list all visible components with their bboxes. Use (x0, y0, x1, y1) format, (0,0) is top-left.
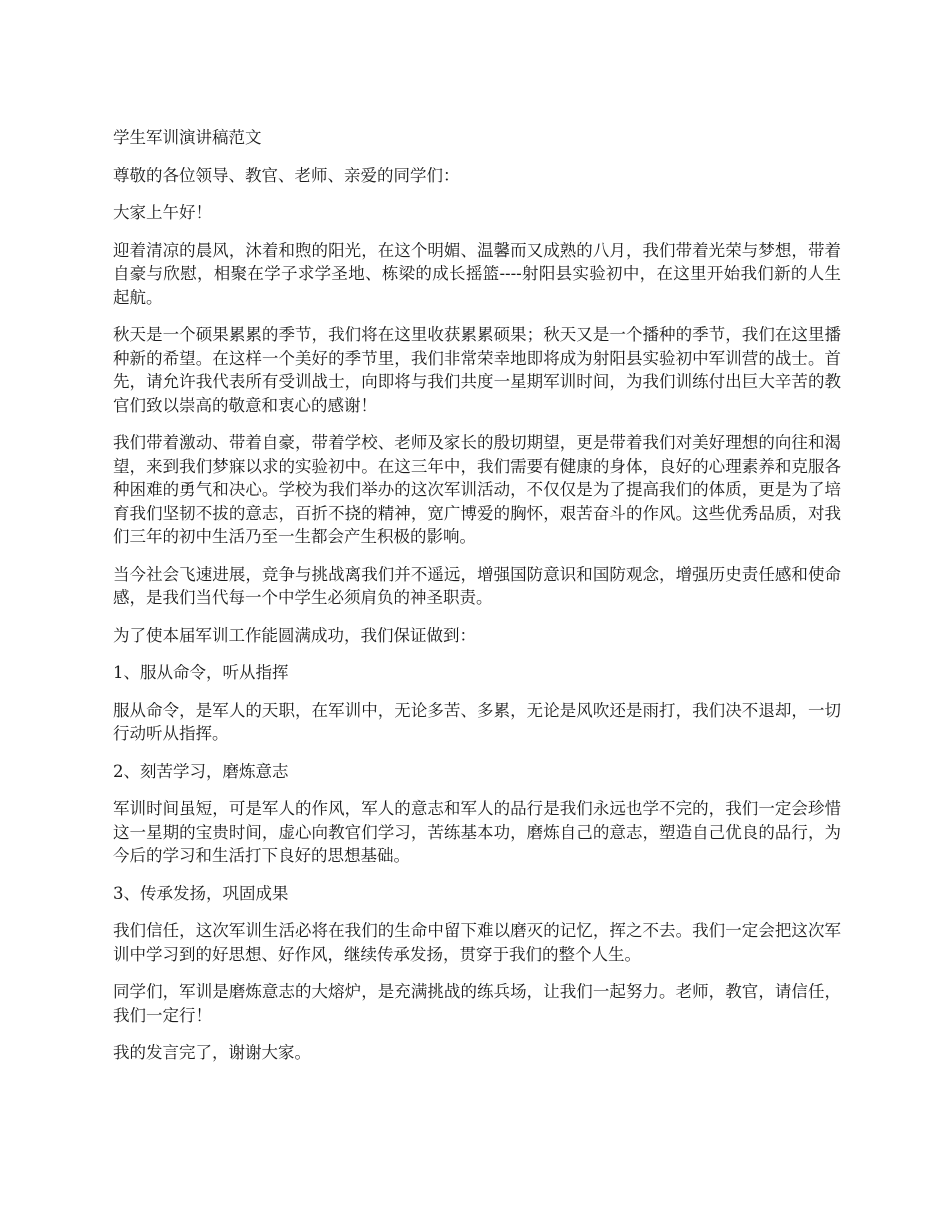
salutation: 尊敬的各位领导、教官、老师、亲爱的同学们： (113, 165, 460, 185)
paragraph-call-to-action: 同学们，军训是磨炼意志的大熔炉，是充满挑战的练兵场，让我们一起努力。老师，教官，请信任，我们一定行！ (113, 982, 841, 1025)
pledge-body-2: 军训时间虽短，可是军人的作风，军人的意志和军人的品行是我们永远也学不完的，我们一定会珍惜这一星期的宝贵时间，虚心向教官们学习，苦练基本功，磨炼自己的意志，塑造自己优良的品行，为今后的学习和生活打下良好的思想基础。 (113, 799, 841, 865)
paragraph-pledge-intro: 为了使本届军训工作能圆满成功，我们保证做到： (113, 625, 476, 645)
pledge-body-3: 我们信任，这次军训生活必将在我们的生命中留下难以磨灭的记忆，挥之不去。我们一定会把这次军训中学习到的好思想、好作风，继续传承发扬，贯穿于我们的整个人生。 (113, 921, 841, 964)
paragraph-autumn: 秋天是一个硕果累累的季节，我们将在这里收获累累硕果；秋天又是一个播种的季节，我们在这里播种新的希望。在这样一个美好的季节里，我们非常荣幸地即将成为射阳县实验初中军训营的战士。首先，请允许我代表所有受训战士，向即将与我们共度一星期军训时间，为我们训练付出巨大辛苦的教官们致以崇高的敬意和衷心的感谢！ (113, 325, 841, 415)
pledge-heading-1: 1、服从命令，听从指挥 (113, 663, 289, 682)
paragraph-society: 当今社会飞速进展，竞争与挑战离我们并不遥远，增强国防意识和国防观念，增强历史责任感和使命感，是我们当代每一个中学生必须肩负的神圣职责。 (113, 564, 841, 607)
document-page (113, 126, 841, 1079)
pledge-body-1: 服从命令，是军人的天职，在军训中，无论多苦、多累，无论是风吹还是雨打，我们决不退却，一切行动听从指挥。 (113, 700, 841, 743)
paragraph-intro: 迎着清凉的晨风，沐着和煦的阳光，在这个明媚、温馨而又成熟的八月，我们带着光荣与梦想，带着自豪与欣慰，相聚在学子求学圣地、栋梁的成长摇篮----射阳县实验初中，在这里开始我们新的人生起航。 (113, 240, 841, 307)
paragraph-expectation: 我们带着激动、带着自豪，带着学校、老师及家长的殷切期望，更是带着我们对美好理想的向往和渴望，来到我们梦寐以求的实验初中。在这三年中，我们需要有健康的身体，良好的心理素养和克服各种困难的勇气和决心。学校为我们举办的这次军训活动，不仅仅是为了提高我们的体质，更是为了培育我们坚韧不拔的意志，百折不挠的精神，宽广博爱的胸怀，艰苦奋斗的作风。这些优秀品质，对我们三年的初中生活乃至一生都会产生积极的影响。 (113, 433, 841, 546)
pledge-heading-2: 2、刻苦学习，磨炼意志 (113, 761, 289, 781)
greeting: 大家上午好！ (113, 203, 212, 222)
document-title: 学生军训演讲稿范文 (113, 128, 262, 147)
pledge-heading-3: 3、传承发扬，巩固成果 (113, 883, 289, 903)
closing-line: 我的发言完了，谢谢大家。 (113, 1043, 311, 1062)
